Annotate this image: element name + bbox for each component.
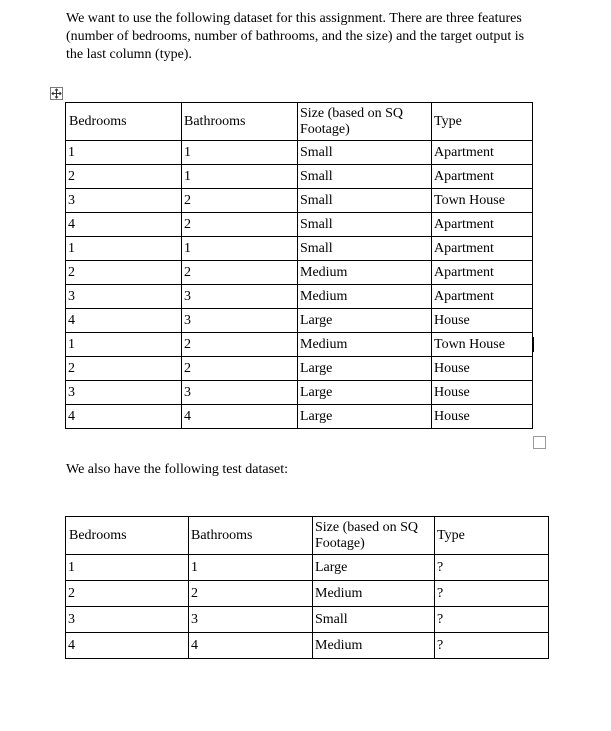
cell-size[interactable]: Small (313, 607, 435, 633)
cell-size[interactable]: Small (298, 237, 432, 261)
cell-size[interactable]: Large (298, 381, 432, 405)
table-row (66, 237, 533, 261)
cell-bedrooms[interactable]: 3 (66, 381, 182, 405)
cell-size[interactable]: Large (298, 405, 432, 429)
cell-bedrooms[interactable]: 1 (66, 333, 182, 357)
cell-bathrooms[interactable]: 1 (182, 237, 298, 261)
cell-type[interactable]: Town House (432, 189, 533, 213)
cell-bedrooms[interactable]: 1 (66, 141, 182, 165)
table-header-row (66, 517, 549, 555)
cell-bathrooms[interactable]: 2 (182, 189, 298, 213)
cell-size[interactable]: Large (298, 357, 432, 381)
table-header-row (66, 103, 533, 141)
cell-size[interactable]: Small (298, 213, 432, 237)
cell-type[interactable]: Apartment (432, 213, 533, 237)
cell-type[interactable]: Apartment (432, 237, 533, 261)
table-row (66, 189, 533, 213)
cell-bedrooms[interactable]: 3 (66, 607, 189, 633)
cell-bathrooms[interactable]: 2 (182, 333, 298, 357)
cell-bedrooms[interactable]: 2 (66, 357, 182, 381)
table-move-handle-icon[interactable] (50, 87, 63, 100)
cell-type[interactable]: ? (435, 607, 549, 633)
cell-type[interactable]: ? (435, 581, 549, 607)
cell-type[interactable]: ? (435, 633, 549, 659)
cell-bathrooms[interactable]: 3 (182, 309, 298, 333)
cell-bathrooms[interactable]: 2 (189, 581, 313, 607)
cell-size[interactable]: Medium (298, 261, 432, 285)
cell-bathrooms[interactable]: 2 (182, 213, 298, 237)
header-bedrooms[interactable]: Bedrooms (66, 103, 182, 141)
table-row (66, 213, 533, 237)
header-bedrooms[interactable]: Bedrooms (66, 517, 189, 555)
table-row (66, 607, 549, 633)
table-row (66, 357, 533, 381)
cell-size[interactable]: Medium (298, 333, 432, 357)
cell-type[interactable]: ? (435, 555, 549, 581)
cell-type[interactable]: House (432, 309, 533, 333)
training-dataset-table (65, 102, 533, 429)
cell-bedrooms[interactable]: 3 (66, 285, 182, 309)
cell-bathrooms[interactable]: 2 (182, 261, 298, 285)
header-bathrooms[interactable]: Bathrooms (182, 103, 298, 141)
test-intro-paragraph: We also have the following test dataset: (66, 462, 289, 477)
cell-size[interactable]: Large (298, 309, 432, 333)
cell-type[interactable]: House (432, 381, 533, 405)
table-row (66, 165, 533, 189)
cell-bathrooms[interactable]: 1 (182, 141, 298, 165)
cell-bedrooms[interactable]: 2 (66, 165, 182, 189)
cell-bathrooms[interactable]: 1 (189, 555, 313, 581)
cell-bedrooms[interactable]: 4 (66, 633, 189, 659)
text-cursor (533, 337, 534, 352)
cell-type[interactable]: Apartment (432, 261, 533, 285)
cell-type[interactable]: House (432, 405, 533, 429)
table-row (66, 285, 533, 309)
cell-size[interactable]: Medium (313, 581, 435, 607)
table-row (66, 381, 533, 405)
header-type[interactable]: Type (432, 103, 533, 141)
cell-bathrooms[interactable]: 4 (189, 633, 313, 659)
table-row (66, 555, 549, 581)
cell-type[interactable]: Apartment (432, 285, 533, 309)
cell-type[interactable]: House (432, 357, 533, 381)
header-type[interactable]: Type (435, 517, 549, 555)
table-resize-handle-icon[interactable] (533, 436, 546, 449)
cell-size[interactable]: Small (298, 189, 432, 213)
test-dataset-table (65, 516, 549, 659)
cell-bathrooms[interactable]: 1 (182, 165, 298, 189)
cell-size[interactable]: Small (298, 165, 432, 189)
cell-bedrooms[interactable]: 1 (66, 237, 182, 261)
cell-size[interactable]: Small (298, 141, 432, 165)
cell-size[interactable]: Large (313, 555, 435, 581)
table-row (66, 405, 533, 429)
cell-size[interactable]: Medium (313, 633, 435, 659)
table-row (66, 261, 533, 285)
cell-type[interactable]: Apartment (432, 141, 533, 165)
cell-bathrooms[interactable]: 3 (189, 607, 313, 633)
intro-paragraph: We want to use the following dataset for this assignment. There are three features (number of bedrooms, number of bathrooms, and the size) and the target output is the last column (type). (66, 11, 525, 62)
cell-bathrooms[interactable]: 3 (182, 381, 298, 405)
header-bathrooms[interactable]: Bathrooms (189, 517, 313, 555)
cell-bedrooms[interactable]: 4 (66, 405, 182, 429)
table-row (66, 581, 549, 607)
table-row (66, 333, 533, 357)
cell-bathrooms[interactable]: 3 (182, 285, 298, 309)
table-row (66, 309, 533, 333)
cell-bedrooms[interactable]: 2 (66, 581, 189, 607)
cell-bedrooms[interactable]: 4 (66, 309, 182, 333)
cell-bedrooms[interactable]: 1 (66, 555, 189, 581)
cell-bathrooms[interactable]: 2 (182, 357, 298, 381)
cell-type[interactable]: Apartment (432, 165, 533, 189)
header-size[interactable]: Size (based on SQ Footage) (298, 103, 432, 141)
cell-type[interactable]: Town House (432, 333, 533, 357)
table-row (66, 633, 549, 659)
cell-bedrooms[interactable]: 2 (66, 261, 182, 285)
cell-bedrooms[interactable]: 3 (66, 189, 182, 213)
cell-bathrooms[interactable]: 4 (182, 405, 298, 429)
cell-bedrooms[interactable]: 4 (66, 213, 182, 237)
table-row (66, 141, 533, 165)
cell-size[interactable]: Medium (298, 285, 432, 309)
header-size[interactable]: Size (based on SQ Footage) (313, 517, 435, 555)
